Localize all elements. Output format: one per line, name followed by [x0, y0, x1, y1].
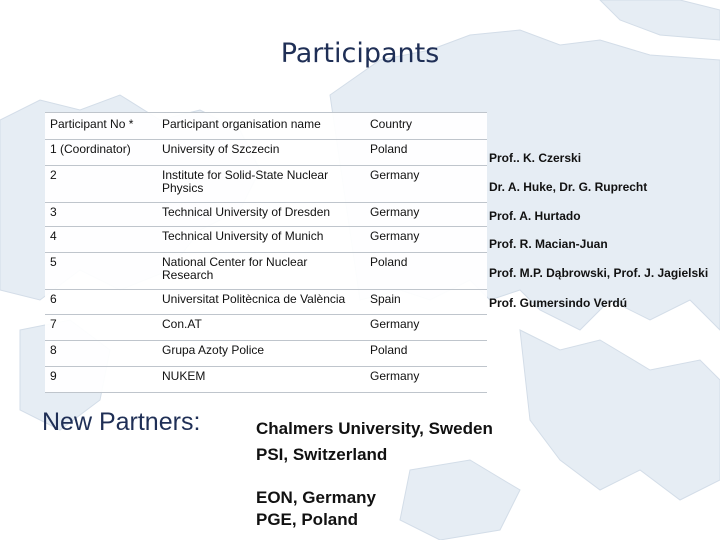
- country: Poland: [365, 253, 487, 290]
- participant-no: 5: [45, 253, 157, 290]
- participant-no: 1 (Coordinator): [45, 140, 157, 166]
- contact-person: Dr. A. Huke, Dr. G. Ruprecht: [489, 180, 648, 194]
- organisation-name: Technical University of Dresden: [157, 203, 365, 227]
- table-row: [45, 367, 487, 393]
- table-row: [45, 140, 487, 166]
- organisation-name: National Center for Nuclear Research: [157, 253, 365, 290]
- country: Spain: [365, 290, 487, 315]
- country: Germany: [365, 315, 487, 341]
- country: Germany: [365, 227, 487, 253]
- organisation-name: University of Szczecin: [157, 140, 365, 166]
- table-row: [45, 341, 487, 367]
- organisation-name: Technical University of Munich: [157, 227, 365, 253]
- participant-no: 7: [45, 315, 157, 341]
- participant-no: 4: [45, 227, 157, 253]
- organisation-name: Grupa Azoty Police: [157, 341, 365, 367]
- participant-no: 9: [45, 367, 157, 393]
- participant-no: 6: [45, 290, 157, 315]
- table-row: [45, 253, 487, 290]
- organisation-name: NUKEM: [157, 367, 365, 393]
- table-row: [45, 315, 487, 341]
- header-country: Country: [365, 113, 487, 140]
- contact-person: Prof. M.P. Dąbrowski, Prof. J. Jagielski: [489, 266, 709, 280]
- table-row: [45, 290, 487, 315]
- contact-person: Prof. R. Macian-Juan: [489, 237, 608, 251]
- organisation-name: Con.AT: [157, 315, 365, 341]
- participant-no: 8: [45, 341, 157, 367]
- new-partner-item: Chalmers University, Sweden: [256, 419, 493, 438]
- country: Poland: [365, 140, 487, 166]
- new-partner-item: PGE, Poland: [256, 510, 359, 529]
- table-row: [45, 166, 487, 203]
- page-title: Participants: [280, 38, 440, 69]
- country: Poland: [365, 341, 487, 367]
- country: Germany: [365, 203, 487, 227]
- country: Germany: [365, 367, 487, 393]
- new-partner-item: PSI, Switzerland: [256, 445, 388, 464]
- contact-person: Prof. Gumersindo Verdú: [489, 296, 628, 310]
- table-row: [45, 227, 487, 253]
- contact-person: Prof.. K. Czerski: [489, 151, 582, 165]
- contact-person: Prof. A. Hurtado: [489, 209, 581, 223]
- participants-table: [45, 112, 487, 393]
- participant-no: 2: [45, 166, 157, 203]
- organisation-name: Institute for Solid-State Nuclear Physics: [157, 166, 365, 203]
- new-partner-item: EON, Germany: [256, 488, 376, 507]
- new-partners-heading: New Partners:: [42, 408, 201, 436]
- organisation-name: Universitat Politècnica de València: [157, 290, 365, 315]
- table-row: [45, 203, 487, 227]
- header-participant-no: Participant No *: [45, 113, 157, 140]
- table-header-row: [45, 113, 487, 140]
- header-organisation: Participant organisation name: [157, 113, 365, 140]
- country: Germany: [365, 166, 487, 203]
- participant-no: 3: [45, 203, 157, 227]
